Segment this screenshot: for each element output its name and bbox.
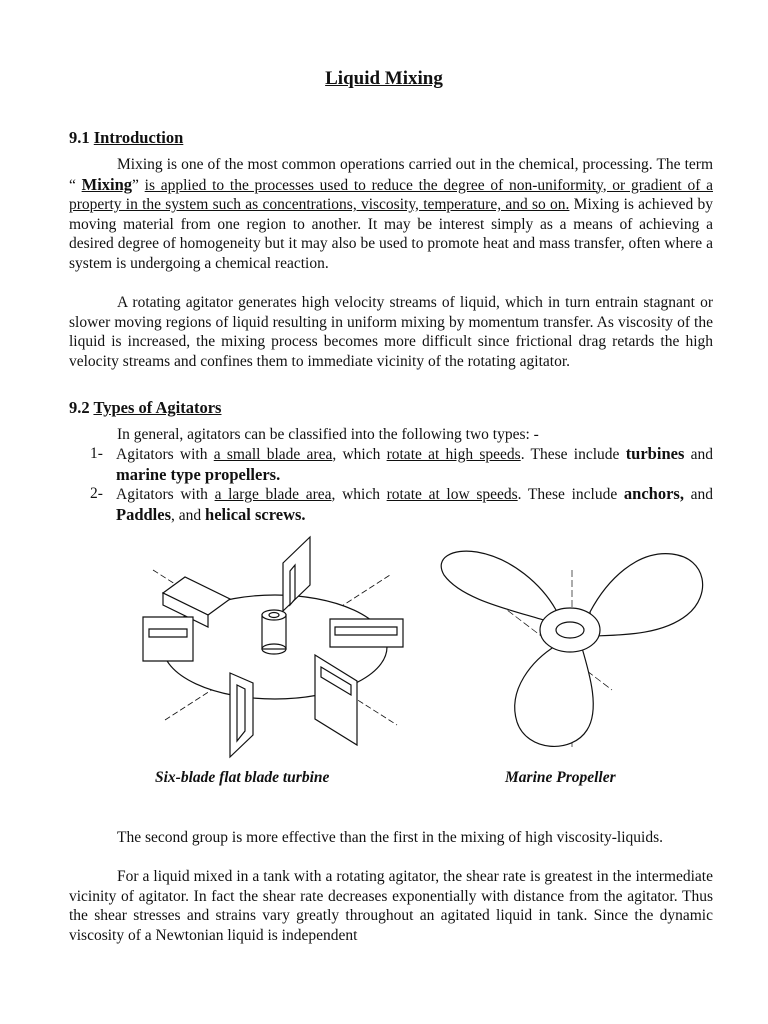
propeller-caption: Marine Propeller xyxy=(505,769,616,786)
list-item xyxy=(90,444,713,486)
section-heading-types xyxy=(69,398,221,418)
bold-term: anchors, xyxy=(623,484,684,503)
text-run: , and xyxy=(171,507,206,524)
text-run: , which xyxy=(331,486,387,503)
intro-paragraph-1 xyxy=(69,155,713,273)
marine-propeller-figure xyxy=(432,540,714,760)
mixing-definition: is applied to the processes used to reduce the degree of non-uniformity, or gradient of a property in the system such as concentrations, viscosity, temperature, and so on. xyxy=(69,176,713,213)
turbine-caption: Six-blade flat blade turbine xyxy=(155,769,330,786)
turbine-blade xyxy=(230,673,253,757)
bold-term: marine type propellers. xyxy=(116,465,281,484)
text-run: a large blade area xyxy=(214,486,332,503)
text-run: rotate at high speeds xyxy=(386,446,521,463)
intro-paragraph-2: A rotating agitator generates high velocity streams of liquid, which in turn entrain stagnant or slower moving regions of liquid resulting in uniform mixing by momentum transfer. As viscosity of the liquid is increased, the mixing process becomes more difficult since frictional drag retards the high velocity streams and confines them to immediate vicinity of the rotating agitator. xyxy=(69,294,713,370)
section-title: Introduction xyxy=(93,128,184,147)
propeller-blade-left xyxy=(441,551,556,622)
bold-term: Paddles xyxy=(116,505,172,524)
closing-paragraph-1: The second group is more effective than the first in the mixing of high viscosity-liquids. xyxy=(117,829,663,846)
list-item xyxy=(90,484,713,526)
text-run: a small blade area xyxy=(213,446,333,463)
turbine-blade xyxy=(143,617,193,661)
text-run: , which xyxy=(332,446,387,463)
term-mixing: Mixing xyxy=(81,174,133,194)
bold-term: turbines xyxy=(625,444,685,463)
section-number: 9.2 xyxy=(69,398,90,417)
propeller-blade-right xyxy=(590,554,703,636)
list-number: 2- xyxy=(90,485,103,502)
bold-term: helical screws. xyxy=(205,505,306,524)
text-run: . These include xyxy=(520,446,626,463)
propeller-hub xyxy=(540,608,600,652)
text-run: Mixing is achieved by moving material from one region to another. It may be interest simply as a means of achieving a desired degree of homogeneity but it may also be used to promote heat and mass transfer, often where a system is undergoing a chemical reaction. xyxy=(69,196,714,272)
text-run: and xyxy=(683,486,713,503)
text-run: rotate at low speeds xyxy=(386,486,518,503)
text-run: Agitators with xyxy=(116,486,215,503)
propeller-blade-bottom xyxy=(515,645,594,746)
text-run: Agitators with xyxy=(116,446,214,463)
section-number: 9.1 xyxy=(69,128,90,147)
closing-paragraph-2: For a liquid mixed in a tank with a rotating agitator, the shear rate is greatest in the intermediate vicinity of agitator. In fact the shear rate decreases exponentially with distance from the agitator. Thus the shear stresses and strains vary greatly throughout an agitated liquid in tank. Since the dynamic viscosity of a Newtonian liquid is independent xyxy=(69,868,713,944)
page-title: Liquid Mixing xyxy=(325,68,443,89)
list-number: 1- xyxy=(90,445,103,462)
section-title: Types of Agitators xyxy=(93,398,222,417)
turbine-hub xyxy=(262,610,286,654)
text-run: ” xyxy=(132,176,145,194)
text-run: and xyxy=(684,446,714,463)
text-run: . These include xyxy=(517,486,624,503)
section-heading-introduction xyxy=(69,128,183,148)
six-blade-turbine-figure xyxy=(135,535,410,760)
types-intro: In general, agitators can be classified into the following two types: - xyxy=(117,426,539,443)
turbine-blade xyxy=(330,619,403,647)
text-run: Mixing is one of the most common operations carried out in the chemical, processing. The term “ xyxy=(69,156,713,194)
